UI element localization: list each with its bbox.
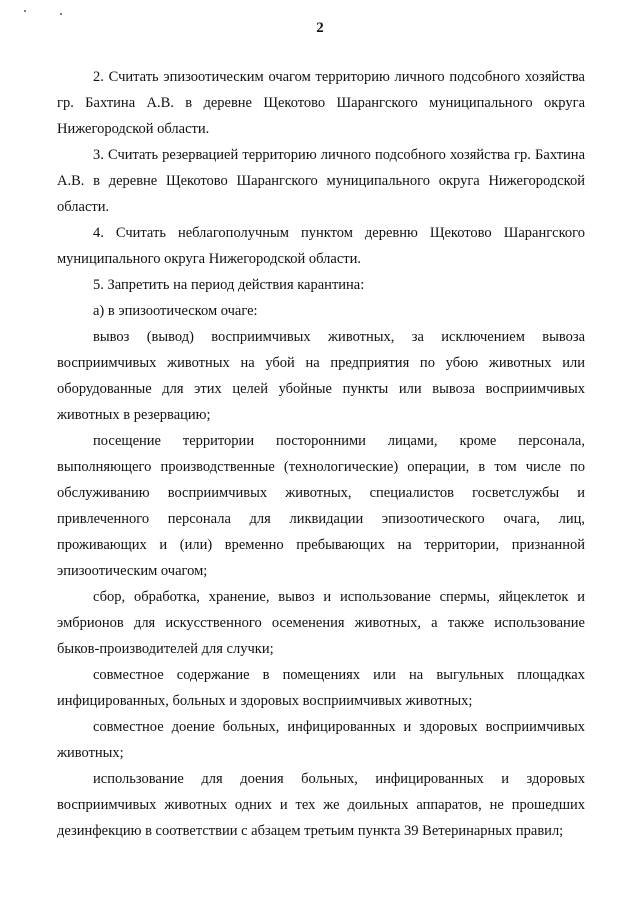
page-number: 2: [316, 20, 324, 36]
paragraph-milking-equipment-ban: использование для доения больных, инфицированных и здоровых восприимчивых животных одних и тех же доильных аппаратов, не прошедших дезинфекцию в соответствии с абзацем третьим пункта 39 Ветеринарных правил;: [57, 771, 585, 839]
paragraph-item-2: 2. Считать эпизоотическим очагом территорию личного подсобного хозяйства гр. Бахтина А.В. в деревне Щекотово Шарангского муниципального округа Нижегородской области.: [57, 69, 585, 137]
paragraph-item-3: 3. Считать резервацией территорию личного подсобного хозяйства гр. Бахтина А.В. в деревне Щекотово Шарангского муниципального округа Нижегородской области.: [57, 147, 585, 215]
paragraph-joint-milking-ban: совместное доение больных, инфицированных и здоровых восприимчивых животных;: [57, 719, 585, 761]
document-body: [57, 64, 585, 844]
paragraph-joint-keeping-ban: совместное содержание в помещениях или на выгульных площадках инфицированных, больных и здоровых восприимчивых животных;: [57, 667, 585, 709]
scan-speck: [24, 10, 26, 12]
paragraph-visit-ban: посещение территории посторонними лицами, кроме персонала, выполняющего производственные (технологические) операции, в том числе по обслуживанию восприимчивых животных, специалистов госветслужбы и привлеченного персонала для ликвидации эпизоотического очага, лиц, проживающих и (или) временно пребывающих на территории, признанной эпизоотическим очагом;: [57, 433, 585, 579]
paragraph-semen-ban: сбор, обработка, хранение, вывоз и использование спермы, яйцеклеток и эмбрионов для искусственного осеменения животных, а также использование быков-производителей для случки;: [57, 589, 585, 657]
scan-speck: [60, 13, 62, 15]
paragraph-subitem-a: а) в эпизоотическом очаге:: [93, 303, 258, 319]
paragraph-item-5: 5. Запретить на период действия карантина:: [93, 277, 365, 293]
paragraph-item-4: 4. Считать неблагополучным пунктом деревню Щекотово Шарангского муниципального округа Нижегородской области.: [57, 225, 585, 267]
paragraph-export-ban: вывоз (вывод) восприимчивых животных, за исключением вывоза восприимчивых животных на убой на предприятия по убою животных или оборудованные для этих целей убойные пункты или вывоза восприимчивых животных в резервацию;: [57, 329, 585, 423]
